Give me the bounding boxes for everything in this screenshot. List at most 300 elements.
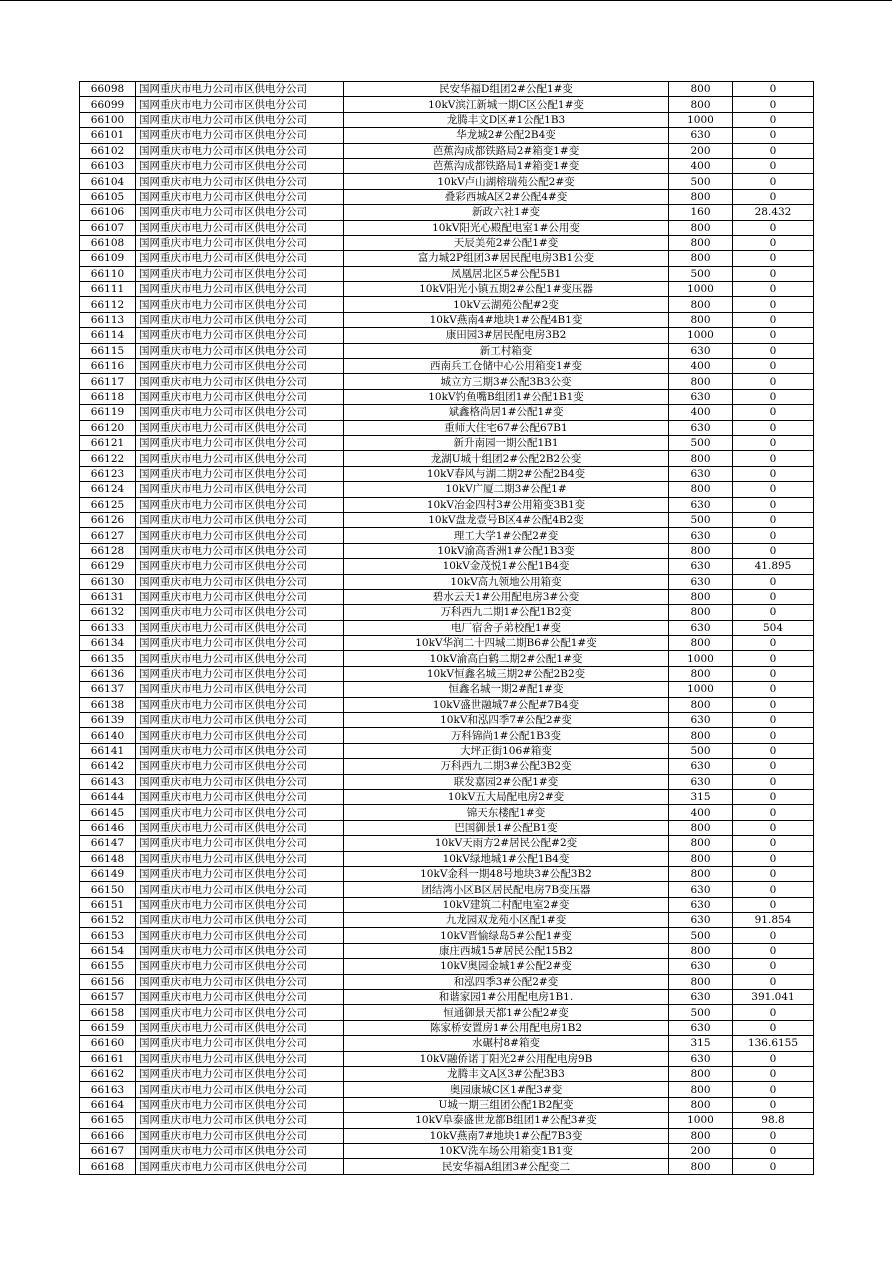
transformer-table [79, 81, 814, 1175]
transformer-name-cell: 陈家桥安置房1#公用配电房1B2 [344, 1020, 669, 1035]
id-cell: 66127 [80, 528, 136, 543]
transformer-name-cell: U城一期三组团公配1B2配变 [344, 1097, 669, 1112]
table-row [80, 312, 814, 327]
company-cell: 国网重庆市电力公司市区供电分公司 [136, 1159, 344, 1174]
table-row [80, 943, 814, 958]
table-row [80, 990, 814, 1005]
transformer-name-cell: 富力城2P组团3#居民配电房3B1公变 [344, 251, 669, 266]
transformer-name-cell: 10kV高九领地公用箱变 [344, 574, 669, 589]
id-cell: 66114 [80, 328, 136, 343]
company-cell: 国网重庆市电力公司市区供电分公司 [136, 1020, 344, 1035]
transformer-name-cell: 康庄西城15#居民公配15B2 [344, 943, 669, 958]
company-cell: 国网重庆市电力公司市区供电分公司 [136, 697, 344, 712]
id-cell: 66140 [80, 728, 136, 743]
id-cell: 66117 [80, 374, 136, 389]
company-cell: 国网重庆市电力公司市区供电分公司 [136, 205, 344, 220]
transformer-name-cell: 10kV春风与湖二期2#公配2B4变 [344, 466, 669, 481]
capacity-cell: 800 [669, 943, 733, 958]
table-row [80, 343, 814, 358]
value-cell: 0 [733, 589, 814, 604]
value-cell: 28.432 [733, 205, 814, 220]
company-cell: 国网重庆市电力公司市区供电分公司 [136, 836, 344, 851]
capacity-cell: 1000 [669, 328, 733, 343]
table-row [80, 420, 814, 435]
company-cell: 国网重庆市电力公司市区供电分公司 [136, 1143, 344, 1158]
value-cell: 504 [733, 620, 814, 635]
company-cell: 国网重庆市电力公司市区供电分公司 [136, 435, 344, 450]
capacity-cell: 1000 [669, 651, 733, 666]
value-cell: 0 [733, 220, 814, 235]
table-row [80, 482, 814, 497]
capacity-cell: 800 [669, 97, 733, 112]
company-cell: 国网重庆市电力公司市区供电分公司 [136, 589, 344, 604]
id-cell: 66136 [80, 666, 136, 681]
table-row [80, 636, 814, 651]
value-cell: 391.041 [733, 990, 814, 1005]
company-cell: 国网重庆市电力公司市区供电分公司 [136, 605, 344, 620]
table-row [80, 235, 814, 250]
transformer-name-cell: 10KV洗车场公用箱变1B1变 [344, 1143, 669, 1158]
table-row [80, 205, 814, 220]
capacity-cell: 630 [669, 466, 733, 481]
id-cell: 66144 [80, 789, 136, 804]
company-cell: 国网重庆市电力公司市区供电分公司 [136, 666, 344, 681]
id-cell: 66108 [80, 235, 136, 250]
table-row [80, 466, 814, 481]
value-cell: 0 [733, 374, 814, 389]
transformer-name-cell: 10kV燕南7#地块1#公配7B3变 [344, 1128, 669, 1143]
transformer-name-cell: 恒通御景天都1#公配2#变 [344, 1005, 669, 1020]
value-cell: 0 [733, 235, 814, 250]
transformer-name-cell: 10kV阳光小镇五期2#公配1#变压器 [344, 282, 669, 297]
transformer-name-cell: 10kV恒鑫名城三期2#公配2B2变 [344, 666, 669, 681]
company-cell: 国网重庆市电力公司市区供电分公司 [136, 97, 344, 112]
company-cell: 国网重庆市电力公司市区供电分公司 [136, 1005, 344, 1020]
id-cell: 66111 [80, 282, 136, 297]
capacity-cell: 800 [669, 297, 733, 312]
company-cell: 国网重庆市电力公司市区供电分公司 [136, 620, 344, 635]
id-cell: 66158 [80, 1005, 136, 1020]
transformer-name-cell: 万科西九二期3#公配3B2变 [344, 759, 669, 774]
table-row [80, 1051, 814, 1066]
company-cell: 国网重庆市电力公司市区供电分公司 [136, 343, 344, 358]
capacity-cell: 800 [669, 220, 733, 235]
value-cell: 0 [733, 743, 814, 758]
value-cell: 0 [733, 851, 814, 866]
value-cell: 0 [733, 251, 814, 266]
id-cell: 66137 [80, 682, 136, 697]
capacity-cell: 630 [669, 559, 733, 574]
transformer-name-cell: 恒鑫名城一期2#配1#变 [344, 682, 669, 697]
value-cell: 0 [733, 636, 814, 651]
company-cell: 国网重庆市电力公司市区供电分公司 [136, 805, 344, 820]
value-cell: 0 [733, 158, 814, 173]
transformer-name-cell: 团结湾小区B区居民配电房7B变压器 [344, 882, 669, 897]
company-cell: 国网重庆市电力公司市区供电分公司 [136, 312, 344, 327]
transformer-name-cell: 天辰美苑2#公配1#变 [344, 235, 669, 250]
table-row [80, 713, 814, 728]
value-cell: 0 [733, 959, 814, 974]
company-cell: 国网重庆市电力公司市区供电分公司 [136, 1113, 344, 1128]
transformer-name-cell: 锦天东楼配1#变 [344, 805, 669, 820]
id-cell: 66145 [80, 805, 136, 820]
table-row [80, 605, 814, 620]
transformer-name-cell: 巴国御景1#公配B1变 [344, 820, 669, 835]
capacity-cell: 1000 [669, 282, 733, 297]
company-cell: 国网重庆市电力公司市区供电分公司 [136, 913, 344, 928]
id-cell: 66164 [80, 1097, 136, 1112]
transformer-name-cell: 10kV渝高白鹤二期2#公配1#变 [344, 651, 669, 666]
transformer-name-cell: 芭蕉沟成都铁路局2#箱变1#变 [344, 143, 669, 158]
company-cell: 国网重庆市电力公司市区供电分公司 [136, 1097, 344, 1112]
company-cell: 国网重庆市电力公司市区供电分公司 [136, 451, 344, 466]
id-cell: 66106 [80, 205, 136, 220]
company-cell: 国网重庆市电力公司市区供电分公司 [136, 1051, 344, 1066]
capacity-cell: 200 [669, 1143, 733, 1158]
company-cell: 国网重庆市电力公司市区供电分公司 [136, 743, 344, 758]
transformer-name-cell: 大坪正街106#箱变 [344, 743, 669, 758]
company-cell: 国网重庆市电力公司市区供电分公司 [136, 882, 344, 897]
value-cell: 136.6155 [733, 1036, 814, 1051]
company-cell: 国网重庆市电力公司市区供电分公司 [136, 528, 344, 543]
capacity-cell: 500 [669, 1005, 733, 1020]
value-cell: 91.854 [733, 913, 814, 928]
table-row [80, 282, 814, 297]
id-cell: 66099 [80, 97, 136, 112]
table-row [80, 620, 814, 635]
transformer-name-cell: 龙腾丰文D区#1公配1B3 [344, 112, 669, 127]
capacity-cell: 500 [669, 743, 733, 758]
value-cell: 0 [733, 389, 814, 404]
capacity-cell: 800 [669, 605, 733, 620]
capacity-cell: 500 [669, 266, 733, 281]
value-cell: 0 [733, 605, 814, 620]
capacity-cell: 800 [669, 1082, 733, 1097]
transformer-name-cell: 斌鑫格尚居1#公配1#变 [344, 405, 669, 420]
id-cell: 66120 [80, 420, 136, 435]
table-row [80, 128, 814, 143]
id-cell: 66157 [80, 990, 136, 1005]
table-row [80, 405, 814, 420]
transformer-name-cell: 万科西九二期1#公配1B2变 [344, 605, 669, 620]
table-row [80, 651, 814, 666]
id-cell: 66138 [80, 697, 136, 712]
table-row [80, 774, 814, 789]
table-row [80, 266, 814, 281]
value-cell: 0 [733, 974, 814, 989]
table-row [80, 882, 814, 897]
transformer-name-cell: 新工村箱变 [344, 343, 669, 358]
id-cell: 66166 [80, 1128, 136, 1143]
id-cell: 66101 [80, 128, 136, 143]
capacity-cell: 500 [669, 512, 733, 527]
transformer-name-cell: 10kV钓鱼嘴B组团1#公配1B1变 [344, 389, 669, 404]
company-cell: 国网重庆市电力公司市区供电分公司 [136, 728, 344, 743]
transformer-name-cell: 10kV云湖苑公配#2变 [344, 297, 669, 312]
capacity-cell: 800 [669, 1067, 733, 1082]
value-cell: 0 [733, 543, 814, 558]
value-cell: 0 [733, 789, 814, 804]
id-cell: 66129 [80, 559, 136, 574]
company-cell: 国网重庆市电力公司市区供电分公司 [136, 713, 344, 728]
id-cell: 66100 [80, 112, 136, 127]
table-row [80, 528, 814, 543]
table-row [80, 697, 814, 712]
id-cell: 66104 [80, 174, 136, 189]
transformer-name-cell: 10kV盛世融城7#公配#7B4变 [344, 697, 669, 712]
id-cell: 66103 [80, 158, 136, 173]
table-row [80, 158, 814, 173]
capacity-cell: 630 [669, 774, 733, 789]
transformer-name-cell: 10kV晋愉绿岛5#公配1#变 [344, 928, 669, 943]
transformer-name-cell: 10kV渝高香洲1#公配1B3变 [344, 543, 669, 558]
capacity-cell: 500 [669, 174, 733, 189]
id-cell: 66124 [80, 482, 136, 497]
value-cell: 0 [733, 820, 814, 835]
transformer-name-cell: 10kV华润二十四城二期B6#公配1#变 [344, 636, 669, 651]
transformer-name-cell: 联发嘉园2#公配1#变 [344, 774, 669, 789]
capacity-cell: 500 [669, 928, 733, 943]
value-cell: 0 [733, 1051, 814, 1066]
table-row [80, 574, 814, 589]
id-cell: 66139 [80, 713, 136, 728]
transformer-name-cell: 10kV盘龙壹号B区4#公配4B2变 [344, 512, 669, 527]
id-cell: 66163 [80, 1082, 136, 1097]
transformer-name-cell: 10kV建筑二村配电室2#变 [344, 897, 669, 912]
table-row [80, 112, 814, 127]
value-cell: 0 [733, 97, 814, 112]
table-row [80, 959, 814, 974]
table-row [80, 1128, 814, 1143]
value-cell: 0 [733, 666, 814, 681]
capacity-cell: 800 [669, 820, 733, 835]
capacity-cell: 630 [669, 897, 733, 912]
capacity-cell: 400 [669, 405, 733, 420]
table-row [80, 789, 814, 804]
id-cell: 66122 [80, 451, 136, 466]
company-cell: 国网重庆市电力公司市区供电分公司 [136, 297, 344, 312]
company-cell: 国网重庆市电力公司市区供电分公司 [136, 282, 344, 297]
capacity-cell: 630 [669, 959, 733, 974]
company-cell: 国网重庆市电力公司市区供电分公司 [136, 866, 344, 881]
table-row [80, 1005, 814, 1020]
transformer-name-cell: 城立方三期3#公配3B3公变 [344, 374, 669, 389]
transformer-name-cell: 10kV金茂悦1#公配1B4变 [344, 559, 669, 574]
capacity-cell: 630 [669, 913, 733, 928]
table-row [80, 451, 814, 466]
company-cell: 国网重庆市电力公司市区供电分公司 [136, 266, 344, 281]
table-row [80, 1113, 814, 1128]
id-cell: 66167 [80, 1143, 136, 1158]
company-cell: 国网重庆市电力公司市区供电分公司 [136, 174, 344, 189]
table-row [80, 1082, 814, 1097]
value-cell: 0 [733, 1067, 814, 1082]
transformer-name-cell: 10kV融侨诺丁阳光2#公用配电房9B [344, 1051, 669, 1066]
table-row [80, 1143, 814, 1158]
id-cell: 66123 [80, 466, 136, 481]
value-cell: 0 [733, 759, 814, 774]
value-cell: 0 [733, 466, 814, 481]
company-cell: 国网重庆市电力公司市区供电分公司 [136, 820, 344, 835]
company-cell: 国网重庆市电力公司市区供电分公司 [136, 220, 344, 235]
capacity-cell: 630 [669, 420, 733, 435]
capacity-cell: 800 [669, 697, 733, 712]
value-cell: 0 [733, 728, 814, 743]
transformer-name-cell: 10kV冶金四村3#公用箱变3B1变 [344, 497, 669, 512]
transformer-name-cell: 10kV卢山湖榕瑞苑公配2#变 [344, 174, 669, 189]
capacity-cell: 800 [669, 666, 733, 681]
company-cell: 国网重庆市电力公司市区供电分公司 [136, 928, 344, 943]
table-row [80, 820, 814, 835]
id-cell: 66109 [80, 251, 136, 266]
value-cell: 0 [733, 359, 814, 374]
id-cell: 66121 [80, 435, 136, 450]
value-cell: 0 [733, 836, 814, 851]
id-cell: 66115 [80, 343, 136, 358]
company-cell: 国网重庆市电力公司市区供电分公司 [136, 974, 344, 989]
capacity-cell: 400 [669, 805, 733, 820]
value-cell: 0 [733, 82, 814, 97]
value-cell: 0 [733, 266, 814, 281]
capacity-cell: 630 [669, 497, 733, 512]
table-row [80, 913, 814, 928]
company-cell: 国网重庆市电力公司市区供电分公司 [136, 82, 344, 97]
capacity-cell: 800 [669, 866, 733, 881]
company-cell: 国网重庆市电力公司市区供电分公司 [136, 559, 344, 574]
id-cell: 66119 [80, 405, 136, 420]
capacity-cell: 200 [669, 143, 733, 158]
id-cell: 66098 [80, 82, 136, 97]
capacity-cell: 500 [669, 435, 733, 450]
company-cell: 国网重庆市电力公司市区供电分公司 [136, 251, 344, 266]
company-cell: 国网重庆市电力公司市区供电分公司 [136, 1128, 344, 1143]
capacity-cell: 1000 [669, 1113, 733, 1128]
table-body [80, 82, 814, 1175]
capacity-cell: 630 [669, 1051, 733, 1066]
transformer-name-cell: 10kV绿地城1#公配1B4变 [344, 851, 669, 866]
table-row [80, 728, 814, 743]
id-cell: 66112 [80, 297, 136, 312]
company-cell: 国网重庆市电力公司市区供电分公司 [136, 789, 344, 804]
value-cell: 41.895 [733, 559, 814, 574]
id-cell: 66110 [80, 266, 136, 281]
table-row [80, 220, 814, 235]
transformer-name-cell: 10kV奥园金城1#公配2#变 [344, 959, 669, 974]
transformer-name-cell: 叠彩西城A区2#公配4#变 [344, 189, 669, 204]
id-cell: 66155 [80, 959, 136, 974]
transformer-name-cell: 10kV金科一期48号地块3#公配3B2 [344, 866, 669, 881]
company-cell: 国网重庆市电力公司市区供电分公司 [136, 990, 344, 1005]
capacity-cell: 1000 [669, 682, 733, 697]
company-cell: 国网重庆市电力公司市区供电分公司 [136, 636, 344, 651]
table-row [80, 589, 814, 604]
table-row [80, 759, 814, 774]
value-cell: 0 [733, 1082, 814, 1097]
table-row [80, 497, 814, 512]
company-cell: 国网重庆市电力公司市区供电分公司 [136, 158, 344, 173]
transformer-name-cell: 民安华福D组团2#公配1#变 [344, 82, 669, 97]
company-cell: 国网重庆市电力公司市区供电分公司 [136, 851, 344, 866]
table-row [80, 928, 814, 943]
capacity-cell: 315 [669, 1036, 733, 1051]
company-cell: 国网重庆市电力公司市区供电分公司 [136, 420, 344, 435]
value-cell: 0 [733, 882, 814, 897]
value-cell: 0 [733, 128, 814, 143]
id-cell: 66153 [80, 928, 136, 943]
id-cell: 66105 [80, 189, 136, 204]
transformer-name-cell: 康田园3#居民配电房3B2 [344, 328, 669, 343]
value-cell: 0 [733, 297, 814, 312]
table-row [80, 836, 814, 851]
value-cell: 0 [733, 143, 814, 158]
transformer-name-cell: 10kV阳光心殿配电室1#公用变 [344, 220, 669, 235]
transformer-name-cell: 10kV燕南4#地块1#公配4B1变 [344, 312, 669, 327]
table-row [80, 359, 814, 374]
id-cell: 66118 [80, 389, 136, 404]
capacity-cell: 800 [669, 189, 733, 204]
capacity-cell: 800 [669, 1159, 733, 1174]
capacity-cell: 1000 [669, 112, 733, 127]
transformer-name-cell: 新升南园一期公配1B1 [344, 435, 669, 450]
value-cell: 0 [733, 774, 814, 789]
id-cell: 66165 [80, 1113, 136, 1128]
table-row [80, 374, 814, 389]
transformer-name-cell: 万科锦尚1#公配1B3变 [344, 728, 669, 743]
transformer-name-cell: 新政六社1#变 [344, 205, 669, 220]
company-cell: 国网重庆市电力公司市区供电分公司 [136, 959, 344, 974]
id-cell: 66168 [80, 1159, 136, 1174]
company-cell: 国网重庆市电力公司市区供电分公司 [136, 497, 344, 512]
table-row [80, 328, 814, 343]
company-cell: 国网重庆市电力公司市区供电分公司 [136, 759, 344, 774]
value-cell: 0 [733, 697, 814, 712]
value-cell: 0 [733, 451, 814, 466]
value-cell: 0 [733, 482, 814, 497]
id-cell: 66160 [80, 1036, 136, 1051]
capacity-cell: 630 [669, 759, 733, 774]
table-row [80, 559, 814, 574]
table-row [80, 1036, 814, 1051]
transformer-name-cell: 和泓四季3#公配2#变 [344, 974, 669, 989]
id-cell: 66102 [80, 143, 136, 158]
capacity-cell: 630 [669, 528, 733, 543]
capacity-cell: 800 [669, 851, 733, 866]
value-cell: 0 [733, 405, 814, 420]
company-cell: 国网重庆市电力公司市区供电分公司 [136, 143, 344, 158]
id-cell: 66162 [80, 1067, 136, 1082]
capacity-cell: 630 [669, 882, 733, 897]
transformer-name-cell: 龙腾丰文A区3#公配3B3 [344, 1067, 669, 1082]
transformer-name-cell: 10kV五大局配电房2#变 [344, 789, 669, 804]
value-cell: 0 [733, 805, 814, 820]
transformer-name-cell: 西南兵工仓储中心公用箱变1#变 [344, 359, 669, 374]
transformer-name-cell: 华龙城2#公配2B4变 [344, 128, 669, 143]
capacity-cell: 800 [669, 974, 733, 989]
capacity-cell: 800 [669, 251, 733, 266]
transformer-name-cell: 民安华福A组团3#公配变二 [344, 1159, 669, 1174]
value-cell: 0 [733, 112, 814, 127]
table-row [80, 543, 814, 558]
value-cell: 0 [733, 897, 814, 912]
value-cell: 98.8 [733, 1113, 814, 1128]
value-cell: 0 [733, 343, 814, 358]
company-cell: 国网重庆市电力公司市区供电分公司 [136, 389, 344, 404]
value-cell: 0 [733, 174, 814, 189]
transformer-name-cell: 理工大学1#公配2#变 [344, 528, 669, 543]
capacity-cell: 160 [669, 205, 733, 220]
value-cell: 0 [733, 497, 814, 512]
table-row [80, 805, 814, 820]
